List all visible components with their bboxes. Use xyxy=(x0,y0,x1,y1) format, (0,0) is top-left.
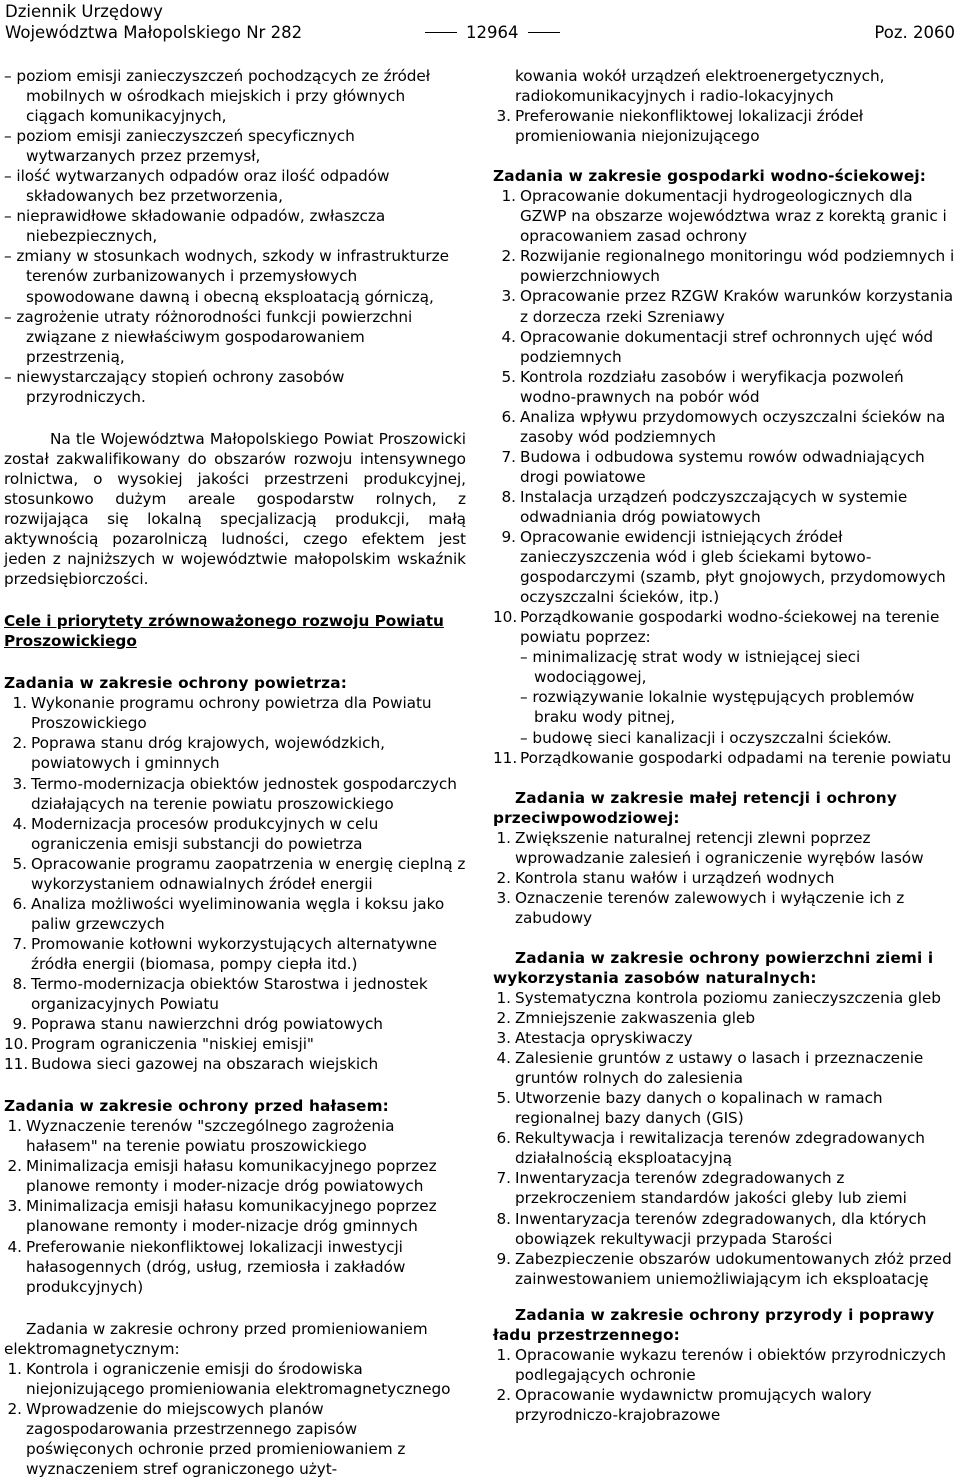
item-text: Budowa sieci gazowej na obszarach wiejskich xyxy=(31,1055,379,1074)
right-column xyxy=(493,66,956,1425)
item-number: 9. xyxy=(501,528,516,547)
list-item xyxy=(4,1054,466,1074)
item-text: Termo-modernizacja obiektów jednostek gospodarczych działających na terenie powiatu proszowickiego xyxy=(31,774,457,813)
item-text: Instalacja urządzeń podczyszczających w systemie odwadniania dróg powiatowych xyxy=(520,487,908,526)
item-text: Porządkowanie gospodarki odpadami na terenie powiatu xyxy=(520,748,952,767)
item-text: Atestacja opryskiwaczy xyxy=(515,1029,693,1048)
problem-item: – nieprawidłowe składowanie odpadów, zwłaszcza niebezpiecznych, xyxy=(4,207,386,246)
item-text: Minimalizacja emisji hałasu komunikacyjnego poprzez planowe remonty i moder-nizacje dróg powiatowych xyxy=(26,1157,437,1196)
list-item xyxy=(493,888,956,928)
item-number: 1. xyxy=(7,1117,22,1136)
list-item xyxy=(493,988,956,1008)
item-number: 6. xyxy=(496,1129,511,1148)
item-text: Opracowanie dokumentacji hydrogeologicznych dla GZWP na obszarze województwa wraz z korektą granic i opracowaniem zasad ochrony xyxy=(520,187,947,246)
problem-item: – ilość wytwarzanych odpadów oraz ilość odpadów składowanych bez przetworzenia, xyxy=(4,167,390,206)
list-item xyxy=(4,1237,466,1297)
left-column xyxy=(4,66,466,1479)
list-item xyxy=(493,1345,956,1385)
item-text: Program ograniczenia "niskiej emisji" xyxy=(31,1035,314,1054)
item-text: Zalesienie gruntów z ustawy o lasach i przeznaczenie gruntów rolnych do zalesienia xyxy=(515,1049,924,1088)
item-text: Zmniejszenie zakwaszenia gleb xyxy=(515,1009,755,1028)
list-item xyxy=(4,1156,466,1196)
item-text: Rozwijanie regionalnego monitoringu wód podziemnych i powierzchniowych xyxy=(520,247,955,286)
list-item xyxy=(493,1048,956,1088)
em-list xyxy=(4,1359,466,1479)
item-text: Kontrola stanu wałów i urządzeń wodnych xyxy=(515,868,835,887)
item-number: 10. xyxy=(493,608,518,627)
item-text: Utworzenie bazy danych o kopalinach w ramach regionalnej bazy danych (GIS) xyxy=(515,1089,883,1128)
item-text: Analiza możliwości wyeliminowania węgla i koksu jako paliw grzewczych xyxy=(31,894,445,933)
item-number: 5. xyxy=(501,367,516,386)
item-number: 2. xyxy=(496,1009,511,1028)
item-text: Zabezpieczenie obszarów udokumentowanych złóż przed zainwestowaniem uniemożliwiającym ich eksploatację xyxy=(515,1249,952,1288)
list-item xyxy=(493,1008,956,1028)
item-number: 4. xyxy=(7,1237,22,1256)
list-item xyxy=(4,934,466,974)
air-heading: Zadania w zakresie ochrony powietrza: xyxy=(4,674,347,693)
list-item xyxy=(493,748,956,768)
item-text: Termo-modernizacja obiektów Starostwa i jednostek organizacyjnych Powiatu xyxy=(31,974,428,1014)
item-text: Promowanie kotłowni wykorzystujących alternatywne źródła energii (biomasa, pompy ciepła itd.) xyxy=(31,934,437,973)
item-number: 3. xyxy=(496,1029,511,1048)
air-list xyxy=(4,693,466,1074)
item-number: 1. xyxy=(496,1345,511,1364)
item-text: Wprowadzenie do miejscowych planów zagospodarowania przestrzennego zapisów poświęconych ochronie przed promieniowaniem z wyznaczeniem stref ograniczonego użyt- xyxy=(26,1399,406,1478)
list-item xyxy=(493,527,956,607)
item-number: 3. xyxy=(12,774,27,793)
item-text: Porządkowanie gospodarki wodno-ściekowej na terenie powiatu poprzez: xyxy=(520,608,940,647)
sub-item: – budowę sieci kanalizacji i oczyszczalni ścieków. xyxy=(520,728,892,747)
item-text: Zwiększenie naturalnej retencji zlewni poprzez wprowadzanie zalesień i ograniczenie wyrębów lasów xyxy=(515,828,924,867)
list-item xyxy=(4,1116,466,1156)
item-text: Opracowanie programu zaopatrzenia w energię cieplną z wykorzystaniem odnawialnych źródeł energii xyxy=(31,854,466,893)
item-number: 8. xyxy=(496,1209,511,1228)
list-item xyxy=(493,868,956,888)
list-item xyxy=(4,1196,466,1236)
item-text: Inwentaryzacja terenów zdegradowanych z przekroczeniem standardów jakości gleby lub ziemi xyxy=(515,1169,907,1208)
list-item xyxy=(493,286,956,326)
item-number: 1. xyxy=(501,187,516,206)
item-number: 11. xyxy=(493,748,518,767)
list-item xyxy=(493,1128,956,1168)
list-item xyxy=(493,1088,956,1128)
noise-list xyxy=(4,1116,466,1296)
list-item xyxy=(493,1028,956,1048)
item-number: 6. xyxy=(501,407,516,426)
list-item xyxy=(493,1168,956,1208)
item-number: 8. xyxy=(501,487,516,506)
item-number: 2. xyxy=(7,1157,22,1176)
list-item xyxy=(4,1359,466,1399)
problem-item: – poziom emisji zanieczyszczeń pochodzących ze źródeł mobilnych w ośrodkach miejskich i przy głównych ciągach komunikacyjnych, xyxy=(4,67,431,126)
item-number: 8. xyxy=(12,974,27,993)
item-number: 2. xyxy=(496,868,511,887)
item-text: Preferowanie niekonfliktowej lokalizacji źródeł promieniowania niejonizującego xyxy=(515,107,864,146)
list-item xyxy=(4,733,466,773)
item-number: 4. xyxy=(501,327,516,346)
list-item xyxy=(493,106,956,146)
item-number: 9. xyxy=(496,1249,511,1268)
item-text: Budowa i odbudowa systemu rowów odwadniających drogi powiatowe xyxy=(520,447,925,486)
item-number: 6. xyxy=(12,894,27,913)
water-sublist xyxy=(493,647,956,747)
item-text: Kontrola i ograniczenie emisji do środowiska niejonizującego promieniowania elektromagnetycznego xyxy=(26,1359,451,1398)
list-item xyxy=(4,774,466,814)
item-number: 2. xyxy=(496,1385,511,1404)
item-text: Minimalizacja emisji hałasu komunikacyjnego poprzez planowane remonty i moder-nizacje dróg gminnych xyxy=(26,1197,437,1236)
retention-list xyxy=(493,828,956,928)
item-text: Opracowanie przez RZGW Kraków warunków korzystania z dorzecza rzeki Szreniawy xyxy=(520,287,954,326)
item-number: 4. xyxy=(496,1049,511,1068)
item-number: 2. xyxy=(501,247,516,266)
list-item xyxy=(4,1399,466,1479)
page-number: 12964 xyxy=(466,23,519,42)
item-number: 4. xyxy=(12,814,27,833)
list-item xyxy=(4,854,466,894)
page-number-dash-right xyxy=(528,32,560,33)
item-number: 1. xyxy=(12,694,27,713)
item-text: Kontrola rozdziału zasobów i weryfikacja pozwoleń wodno-prawnych na pobór wód xyxy=(520,367,904,406)
list-item xyxy=(493,246,956,286)
province-issue: Województwa Małopolskiego Nr 282 xyxy=(5,23,303,42)
item-number: 5. xyxy=(496,1089,511,1108)
problem-item: – poziom emisji zanieczyszczeń specyficznych wytwarzanych przez przemysł, xyxy=(4,127,355,166)
item-text: Wyznaczenie terenów "szczególnego zagrożenia hałasem" na terenie powiatu proszowickiego xyxy=(26,1117,395,1156)
item-text: Preferowanie niekonfliktowej lokalizacji inwestycji hałasogennych (dróg, usług, rzemiosła i zakładów produkcyjnych) xyxy=(26,1237,406,1296)
nature-list xyxy=(493,1345,956,1425)
list-item xyxy=(493,327,956,367)
em-continuation: kowania wokół urządzeń elektroenergetycznych, radiokomunikacyjnych i radio-lokacyjnych xyxy=(515,67,885,106)
item-text: Modernizacja procesów produkcyjnych w celu ograniczenia emisji substancji do powietrza xyxy=(31,814,379,853)
list-item xyxy=(4,1034,466,1054)
item-text: Wykonanie programu ochrony powietrza dla Powiatu Proszowickiego xyxy=(31,694,432,733)
county-paragraph: Na tle Województwa Małopolskiego Powiat Proszowicki został zakwalifikowany do obszarów rozwoju intensywnego rolnictwa, o wysokiej jakości przestrzeni produkcyjnej, stosunkowo dużym areale gospodarstw rolnych, z rozwijająca się lokalną specjalizacją produkcji, małą aktywnością pozarolniczą ludności, czego efektem jest jeden z najniższych w województwie małopolskim wskaźnik przedsiębiorczości. xyxy=(4,429,466,589)
journal-title: Dziennik Urzędowy xyxy=(5,2,163,21)
problem-item: – niewystarczający stopień ochrony zasobów przyrodniczych. xyxy=(4,367,345,406)
water-heading: Zadania w zakresie gospodarki wodno-ściekowej: xyxy=(493,167,927,186)
nature-heading: Zadania w zakresie ochrony przyrody i poprawy ładu przestrzennego: xyxy=(493,1305,935,1344)
soil-list xyxy=(493,988,956,1289)
list-item xyxy=(493,1385,956,1425)
list-item xyxy=(493,828,956,868)
running-header xyxy=(5,0,955,46)
problem-item: – zagrożenie utraty różnorodności funkcji powierzchni związane z niewłaściwym gospodarowaniem przestrzenią, xyxy=(4,307,413,366)
problem-item: – zmiany w stosunkach wodnych, szkody w infrastrukturze terenów zurbanizowanych i przemysłowych spowodowane dawną i obecną eksploatacją górniczą, xyxy=(4,247,449,306)
item-text: Oznaczenie terenów zalewowych i wyłączenie ich z zabudowy xyxy=(515,888,905,927)
list-item xyxy=(493,1209,956,1249)
item-text: Opracowanie wydawnictw promujących walory przyrodniczo-krajobrazowe xyxy=(515,1385,872,1424)
item-number: 10. xyxy=(4,1035,29,1054)
item-number: 3. xyxy=(496,107,511,126)
page-number-dash-left xyxy=(425,32,457,33)
problems-list xyxy=(4,66,466,407)
item-number: 3. xyxy=(496,888,511,907)
sub-item: – minimalizację strat wody w istniejącej sieci wodociągowej, xyxy=(520,648,861,687)
list-item xyxy=(493,186,956,246)
soil-heading: Zadania w zakresie ochrony powierzchni ziemi i wykorzystania zasobów naturalnych: xyxy=(493,948,934,987)
item-number: 7. xyxy=(501,447,516,466)
water-list xyxy=(493,186,956,767)
item-number: 3. xyxy=(7,1197,22,1216)
item-number: 1. xyxy=(496,828,511,847)
item-text: Systematyczna kontrola poziomu zanieczyszczenia gleb xyxy=(515,989,941,1008)
item-number: 5. xyxy=(12,854,27,873)
page-number-block xyxy=(425,22,560,43)
list-item xyxy=(493,367,956,407)
list-item xyxy=(493,447,956,487)
item-text: Opracowanie wykazu terenów i obiektów przyrodniczych podlegających ochronie xyxy=(515,1345,947,1384)
item-number: 2. xyxy=(12,734,27,753)
item-number: 11. xyxy=(4,1055,29,1074)
item-number: 1. xyxy=(7,1359,22,1378)
section-title: Cele i priorytety zrównoważonego rozwoju Powiatu Proszowickiego xyxy=(4,612,444,651)
list-item xyxy=(4,814,466,854)
list-item xyxy=(493,607,956,647)
item-text: Opracowanie dokumentacji stref ochronnych ujęć wód podziemnych xyxy=(520,327,934,366)
position-number: Poz. 2060 xyxy=(874,23,955,42)
retention-heading: Zadania w zakresie małej retencji i ochrony przeciwpowodziowej: xyxy=(493,788,897,827)
item-text: Poprawa stanu nawierzchni dróg powiatowych xyxy=(31,1015,383,1034)
sub-item: – rozwiązywanie lokalnie występujących problemów braku wody pitnej, xyxy=(520,688,915,727)
list-item xyxy=(493,1249,956,1289)
list-item xyxy=(493,487,956,527)
item-number: 9. xyxy=(12,1015,27,1034)
item-number: 7. xyxy=(12,934,27,953)
item-text: Rekultywacja i rewitalizacja terenów zdegradowanych działalnością eksploatacyjną xyxy=(515,1129,925,1168)
em-heading: Zadania w zakresie ochrony przed promieniowaniem elektromagnetycznym: xyxy=(4,1319,428,1358)
item-text: Inwentaryzacja terenów zdegradowanych, dla których obowiązek rekultywacji przypada Starości xyxy=(515,1209,927,1248)
list-item xyxy=(4,894,466,934)
item-text: Opracowanie ewidencji istniejących źródeł zanieczyszczenia wód i gleb ściekami bytowo-gospodarczymi (szamb, płyt gnojowych, przydomowych oczyszczalni ścieków, itp.) xyxy=(520,528,946,607)
item-number: 2. xyxy=(7,1399,22,1418)
noise-heading: Zadania w zakresie ochrony przed hałasem: xyxy=(4,1097,389,1116)
list-item xyxy=(4,974,466,1014)
item-number: 1. xyxy=(496,989,511,1008)
list-item xyxy=(4,1014,466,1034)
list-item xyxy=(493,407,956,447)
item-number: 7. xyxy=(496,1169,511,1188)
list-item xyxy=(4,693,466,733)
item-number: 3. xyxy=(501,287,516,306)
item-text: Poprawa stanu dróg krajowych, wojewódzkich, powiatowych i gminnych xyxy=(31,734,385,773)
item-text: Analiza wpływu przydomowych oczyszczalni ścieków na zasoby wód podziemnych xyxy=(520,407,946,446)
